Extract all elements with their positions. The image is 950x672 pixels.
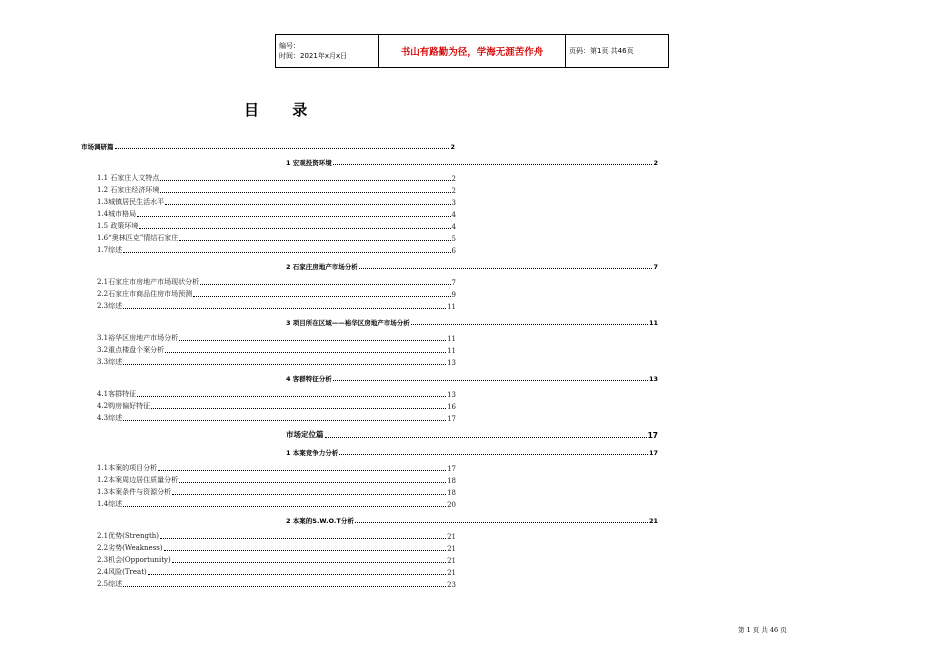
toc-entry[interactable] xyxy=(97,530,456,541)
toc-entry[interactable] xyxy=(81,140,455,151)
toc-entry-page: 17 xyxy=(447,465,456,473)
toc-leader-dots xyxy=(137,216,450,217)
toc-entry-page: 20 xyxy=(447,501,456,509)
toc-entry-page: 17 xyxy=(648,449,658,457)
toc-entry[interactable] xyxy=(97,244,456,255)
toc-entry-page: 13 xyxy=(648,375,658,383)
toc-leader-dots xyxy=(333,164,653,165)
page-header xyxy=(275,34,669,68)
toc-leader-dots xyxy=(123,586,446,587)
toc-entry-page: 2 xyxy=(451,175,456,183)
toc-entry-label: 1 本案竞争力分析 xyxy=(286,449,339,457)
toc-leader-dots xyxy=(164,550,446,551)
toc-entry[interactable] xyxy=(97,578,456,589)
toc-leader-dots xyxy=(359,268,653,269)
toc-entry[interactable] xyxy=(286,156,658,167)
toc-leader-dots xyxy=(123,506,446,507)
toc-entry-page: 2 xyxy=(451,187,456,195)
toc-entry-label: 4.1客群特征 xyxy=(97,390,137,398)
toc-entry-page: 21 xyxy=(447,533,456,541)
toc-entry[interactable] xyxy=(97,300,456,311)
toc-entry-label: 1.3本案条件与资源分析 xyxy=(97,488,172,496)
toc-entry[interactable] xyxy=(97,344,456,355)
toc-entry[interactable] xyxy=(97,232,456,243)
toc-entry-label: 2.3综述 xyxy=(97,302,123,310)
toc-leader-dots xyxy=(411,324,648,325)
toc-leader-dots xyxy=(339,454,648,455)
toc-entry-page: 21 xyxy=(447,545,456,553)
toc-entry-label: 3.1裕华区房地产市场分析 xyxy=(97,334,179,342)
toc-entry-label: 1.1本案的项目分析 xyxy=(97,464,158,472)
toc-leader-dots xyxy=(123,364,446,365)
toc-entry[interactable] xyxy=(97,554,456,565)
toc-entry-page: 4 xyxy=(451,211,456,219)
header-motto: 书山有路勤为径，学海无涯苦作舟 xyxy=(379,35,566,68)
toc-entry-page: 21 xyxy=(447,557,456,565)
toc-entry[interactable] xyxy=(97,388,456,399)
toc-entry-label: 4 客群特征分析 xyxy=(286,375,332,383)
toc-entry[interactable] xyxy=(97,332,456,343)
toc-leader-dots xyxy=(160,180,450,181)
toc-leader-dots xyxy=(160,192,450,193)
toc-entry-label: 2.1石家庄市房地产市场现状分析 xyxy=(97,278,200,286)
toc-entry-page: 16 xyxy=(447,403,456,411)
toc-entry[interactable] xyxy=(97,486,456,497)
toc-entry-label: 1.5 政策环境 xyxy=(97,222,139,230)
toc-leader-dots xyxy=(165,204,450,205)
header-meta xyxy=(276,35,379,68)
toc-entry-page: 7 xyxy=(451,279,456,287)
toc-entry[interactable] xyxy=(97,208,456,219)
toc-entry-label: 1.2本案周边居住质量分析 xyxy=(97,476,179,484)
toc-entry[interactable] xyxy=(97,184,456,195)
toc-entry-label: 市场调研篇 xyxy=(81,143,114,151)
toc-entry-page: 9 xyxy=(451,291,456,299)
toc-entry[interactable] xyxy=(97,474,456,485)
toc-leader-dots xyxy=(355,522,648,523)
toc-entry-label: 3 项目所在区域——裕华区房地产市场分析 xyxy=(286,319,410,327)
toc-entry-page: 17 xyxy=(447,415,456,423)
toc-entry[interactable] xyxy=(286,260,658,271)
toc-title: 目 录 xyxy=(244,101,322,119)
toc-entry-label: 1.7综述 xyxy=(97,246,123,254)
toc-entry-label: 2.5综述 xyxy=(97,580,123,588)
toc-entry-label: 市场定位篇 xyxy=(286,430,324,439)
toc-entry[interactable] xyxy=(97,498,456,509)
toc-entry[interactable] xyxy=(286,316,658,327)
toc-leader-dots xyxy=(139,228,450,229)
header-page: 页码：第1页 共46页 xyxy=(566,35,669,68)
toc-leader-dots xyxy=(123,420,446,421)
toc-entry-label: 2.2石家庄市商品住房市场预测 xyxy=(97,290,193,298)
toc-entry-page: 13 xyxy=(447,391,456,399)
header-number: 编号： xyxy=(279,42,300,50)
toc-entry-page: 18 xyxy=(447,477,456,485)
toc-entry-label: 1.4城市格局 xyxy=(97,210,137,218)
toc-entry[interactable] xyxy=(97,412,456,423)
toc-leader-dots xyxy=(179,240,450,241)
toc-entry-page: 23 xyxy=(447,581,456,589)
toc-entry-label: 2.2劣势(Weakness) xyxy=(97,544,163,552)
toc-entry[interactable] xyxy=(97,400,456,411)
toc-entry[interactable] xyxy=(97,288,456,299)
toc-entry-label: 1.2 石家庄经济环境 xyxy=(97,186,160,194)
toc-leader-dots xyxy=(123,308,446,309)
toc-entry[interactable] xyxy=(97,356,456,367)
toc-entry[interactable] xyxy=(286,429,658,440)
toc-leader-dots xyxy=(179,340,446,341)
toc-leader-dots xyxy=(172,494,446,495)
toc-entry-label: 2.3机会(Opportunity) xyxy=(97,556,171,564)
toc-leader-dots xyxy=(160,538,446,539)
toc-entry-label: 4.2购房偏好特征 xyxy=(97,402,151,410)
toc-entry-page: 17 xyxy=(647,431,658,440)
toc-leader-dots xyxy=(200,284,450,285)
toc-entry[interactable] xyxy=(97,220,456,231)
toc-entry-label: 3.2重点楼盘个案分析 xyxy=(97,346,165,354)
toc-entry-label: 2.4风险(Treat) xyxy=(97,568,147,576)
toc-entry[interactable] xyxy=(97,566,456,577)
toc-entry-label: 2.1优势(Strength) xyxy=(97,532,160,540)
toc-entry[interactable] xyxy=(286,514,658,525)
toc-leader-dots xyxy=(123,252,450,253)
toc-entry-label: 1.6“奥林匹克”情结石家庄 xyxy=(97,234,179,242)
toc-entry[interactable] xyxy=(286,372,658,383)
toc-entry-page: 18 xyxy=(447,489,456,497)
toc-entry-page: 11 xyxy=(648,319,658,327)
toc-entry-page: 21 xyxy=(648,517,658,525)
toc-entry-page: 6 xyxy=(451,247,456,255)
toc-entry[interactable] xyxy=(97,462,456,473)
toc-entry-page: 7 xyxy=(653,263,658,271)
toc-leader-dots xyxy=(137,396,446,397)
toc-leader-dots xyxy=(158,470,446,471)
toc-entry-page: 3 xyxy=(451,199,456,207)
toc-leader-dots xyxy=(148,574,446,575)
toc-leader-dots xyxy=(115,148,450,149)
header-time: 时间：2021年x月x日 xyxy=(279,52,348,60)
toc-entry-label: 2 本案的S.W.O.T分析 xyxy=(286,517,354,525)
toc-entry-label: 1.4综述 xyxy=(97,500,123,508)
toc-entry-page: 2 xyxy=(653,159,658,167)
toc-entry[interactable] xyxy=(97,542,456,553)
toc-entry[interactable] xyxy=(286,446,658,457)
toc-entry-label: 3.3综述 xyxy=(97,358,123,366)
toc-leader-dots xyxy=(193,296,450,297)
toc-entry-page: 5 xyxy=(451,235,456,243)
toc-entry-page: 11 xyxy=(447,335,456,343)
toc-leader-dots xyxy=(151,408,446,409)
toc-entry-page: 13 xyxy=(447,359,456,367)
toc-entry-page: 11 xyxy=(447,347,456,355)
toc-entry[interactable] xyxy=(97,172,456,183)
toc-entry-label: 1 宏观投资环境 xyxy=(286,159,332,167)
toc-leader-dots xyxy=(179,482,446,483)
toc-entry[interactable] xyxy=(97,276,456,287)
toc-entry-page: 4 xyxy=(451,223,456,231)
toc-leader-dots xyxy=(172,562,446,563)
toc-leader-dots xyxy=(165,352,446,353)
page-footer: 第 1 页 共 46 页 xyxy=(738,626,787,634)
toc-leader-dots xyxy=(333,380,648,381)
toc-entry-label: 1.1 石家庄人文特点 xyxy=(97,174,160,182)
toc-entry[interactable] xyxy=(97,196,456,207)
toc-entry-label: 4.3综述 xyxy=(97,414,123,422)
toc-entry-label: 2 石家庄房地产市场分析 xyxy=(286,263,358,271)
toc-entry-page: 11 xyxy=(447,303,456,311)
toc-entry-label: 1.3城镇居民生活水平 xyxy=(97,198,165,206)
toc-entry-page: 2 xyxy=(450,143,455,151)
toc-entry-page: 21 xyxy=(447,569,456,577)
toc-leader-dots xyxy=(325,437,647,438)
